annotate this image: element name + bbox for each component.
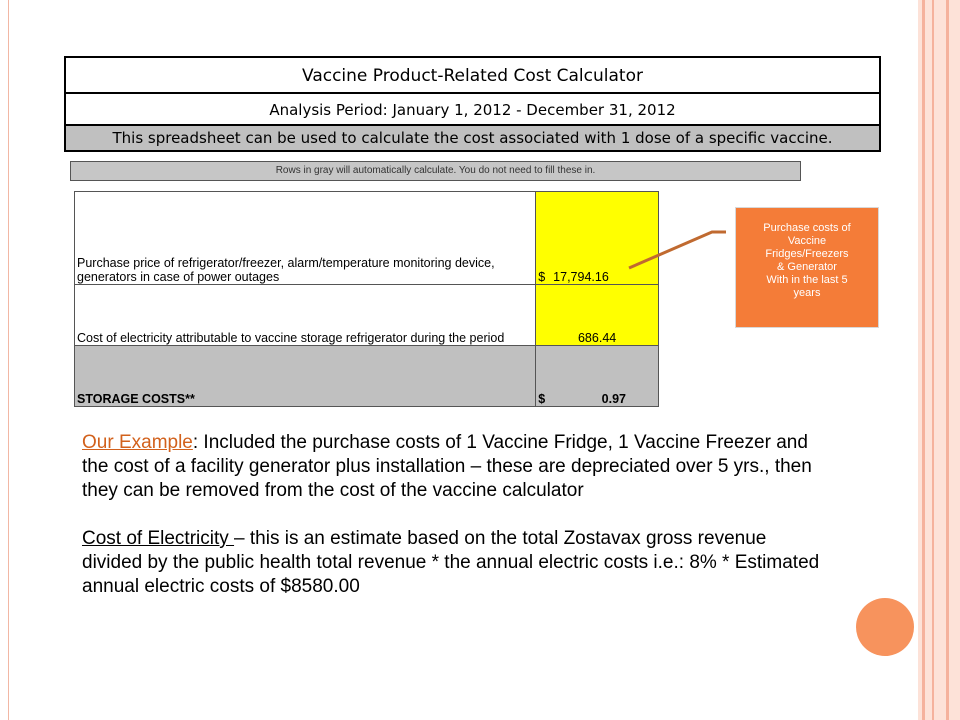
callout-line: With in the last 5 bbox=[766, 274, 848, 286]
explanation-text bbox=[82, 431, 822, 599]
storage-costs-value bbox=[536, 346, 659, 407]
electricity-text: – this is an estimate based on the total Zostavax gross revenue divided by the public health total revenue * the annual electric costs i.e.: 8% * Estimated annual electric costs of $8580.00 bbox=[82, 528, 820, 597]
callout-line: Fridges/Freezers bbox=[765, 248, 849, 260]
example-paragraph bbox=[82, 431, 822, 503]
value-text: 17,794.16 bbox=[553, 270, 609, 284]
gray-rows-note: Rows in gray will automatically calculate. You do not need to fill these in. bbox=[70, 161, 801, 181]
analysis-period: Analysis Period: January 1, 2012 - December 31, 2012 bbox=[66, 94, 879, 126]
callout-line: & Generator bbox=[777, 261, 837, 273]
decor-stripe bbox=[946, 0, 949, 720]
value-text: 0.97 bbox=[601, 392, 626, 406]
electricity-paragraph bbox=[82, 527, 822, 599]
currency-symbol: $ bbox=[538, 392, 546, 406]
example-text: : Included the purchase costs of 1 Vaccine Fridge, 1 Vaccine Freezer and the cost of a facility generator plus installation – these are depreciated over 5 yrs., then they can be removed from the cost of the vaccine calculator bbox=[82, 432, 812, 501]
callout-line: years bbox=[793, 287, 821, 299]
decor-circle bbox=[856, 598, 914, 656]
purchase-costs-callout bbox=[735, 207, 879, 328]
our-example-link[interactable]: Our Example bbox=[82, 432, 193, 453]
decor-stripe bbox=[922, 0, 925, 720]
title-block bbox=[64, 56, 881, 152]
callout-line: Purchase costs of bbox=[763, 222, 851, 234]
table-row bbox=[75, 192, 659, 285]
purchase-price-label: Purchase price of refrigerator/freezer, alarm/temperature monitoring device, generators in case of power outages bbox=[75, 192, 536, 285]
calculator-title: Vaccine Product-Related Cost Calculator bbox=[66, 58, 879, 94]
electricity-cost-value[interactable]: 686.44 bbox=[536, 285, 659, 346]
electricity-heading: Cost of Electricity bbox=[82, 528, 235, 549]
electricity-cost-label: Cost of electricity attributable to vaccine storage refrigerator during the period bbox=[75, 285, 536, 346]
spreadsheet-description: This spreadsheet can be used to calculate the cost associated with 1 dose of a specific vaccine. bbox=[66, 126, 879, 150]
table-row bbox=[75, 346, 659, 407]
cost-table bbox=[74, 191, 659, 407]
callout-line: Vaccine bbox=[787, 235, 827, 247]
slide-left-border bbox=[8, 0, 9, 720]
storage-costs-label: STORAGE COSTS** bbox=[75, 346, 536, 407]
currency-symbol: $ bbox=[538, 270, 546, 284]
table-row bbox=[75, 285, 659, 346]
decor-stripe bbox=[932, 0, 934, 720]
purchase-price-value[interactable] bbox=[536, 192, 659, 285]
